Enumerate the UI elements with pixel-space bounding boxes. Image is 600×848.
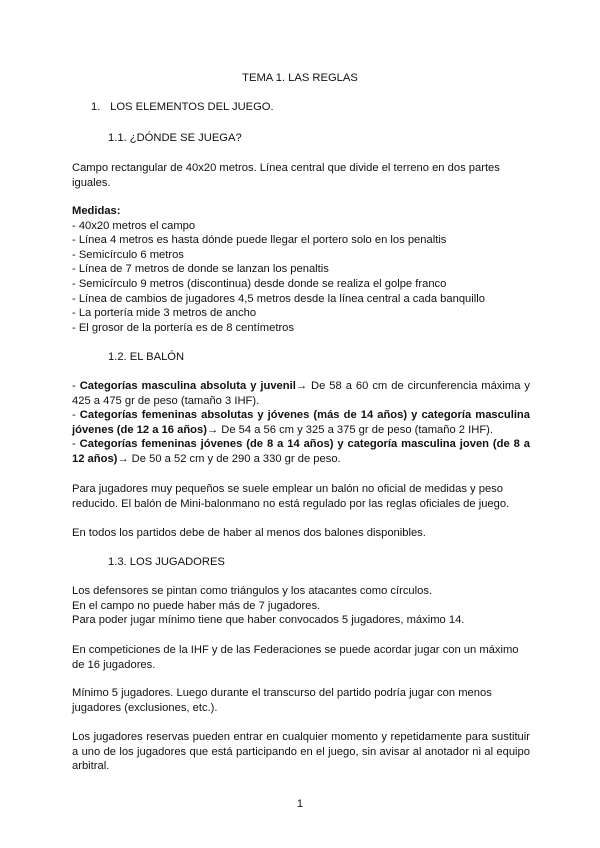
list-item: - 40x20 metros el campo <box>72 219 196 232</box>
text-line: Para poder jugar mínimo tiene que haber convocados 5 jugadores, máximo 14. <box>72 614 465 627</box>
page-number: 1 <box>296 798 304 810</box>
text-line: Los defensores se pintan como triángulos y los atacantes como círculos. <box>72 585 433 597</box>
subsection-heading-balon: 1.2. EL BALÓN <box>108 351 185 363</box>
medidas-label: Medidas: <box>72 205 121 217</box>
paragraph-campo: Campo rectangular de 40x20 metros. Línea central que divide el terreno en dos partes iguales. <box>72 162 500 189</box>
list-item: - Línea de cambios de jugadores 4,5 metros desde la línea central a cada banquillo <box>72 292 485 305</box>
text-line: En el campo no puede haber más de 7 jugadores. <box>72 599 321 612</box>
section-number: 1. <box>91 101 101 113</box>
category-item: - Categorías femeninas absolutas y jóvenes (más de 14 años) y categoría masculina jóvenes (de 12 a 16 años)→ De 54 a 56 cm y 325 a 375 gr de peso (tamaño 2 IHF). <box>72 409 530 436</box>
medidas-list <box>72 204 530 335</box>
list-item: - Línea 4 metros es hasta dónde puede llegar el portero solo en los penaltis <box>72 234 447 247</box>
list-item: - Línea de 7 metros de donde se lanzan los penaltis <box>72 263 329 276</box>
subsection-heading-jugadores: 1.3. LOS JUGADORES <box>108 556 225 568</box>
subsection-heading-donde: 1.1. ¿DÓNDE SE JUEGA? <box>108 132 242 144</box>
section-heading <box>91 100 274 115</box>
category-item: - Categorías femeninas jóvenes (de 8 a 14 años) y categoría masculina joven (de 8 a 12 años)→ De 50 a 52 cm y de 290 a 330 gr de peso. <box>72 438 530 465</box>
paragraph-reservas: Los jugadores reservas pueden entrar en cualquier momento y repetidamente para sustituir a uno de los jugadores que está participando en el juego, sin avisar al anotador ni al equipo arbitral. <box>72 731 530 773</box>
document-title: TEMA 1. LAS REGLAS <box>242 72 358 84</box>
paragraph-balon-pequenos: Para jugadores muy pequeños se suele emplear un balón no oficial de medidas y peso reducido. El balón de Mini-balonmano no está regulado por las reglas oficiales de juego. <box>72 483 510 510</box>
jugadores-lines <box>72 584 530 628</box>
section-title: LOS ELEMENTOS DEL JUEGO. <box>110 101 274 113</box>
list-item: - Semicírculo 9 metros (discontinua) desde donde se realiza el golpe franco <box>72 277 447 290</box>
paragraph-minimo: Mínimo 5 jugadores. Luego durante el transcurso del partido podría jugar con menos jugadores (exclusiones, etc.). <box>72 687 492 714</box>
list-item: - La portería mide 3 metros de ancho <box>72 307 257 320</box>
paragraph-ihf: En competiciones de la IHF y de las Federaciones se puede acordar jugar con un máximo de 16 jugadores. <box>72 644 519 671</box>
ball-categories <box>72 379 530 467</box>
category-item: - Categorías masculina absoluta y juvenil→ De 58 a 60 cm de circunferencia máxima y 425 a 475 gr de peso (tamaño 3 IHF). <box>72 380 530 407</box>
paragraph-dos-balones: En todos los partidos debe de haber al menos dos balones disponibles. <box>72 527 426 539</box>
list-item: - El grosor de la portería es de 8 centímetros <box>72 321 294 334</box>
list-item: - Semicírculo 6 metros <box>72 248 184 261</box>
